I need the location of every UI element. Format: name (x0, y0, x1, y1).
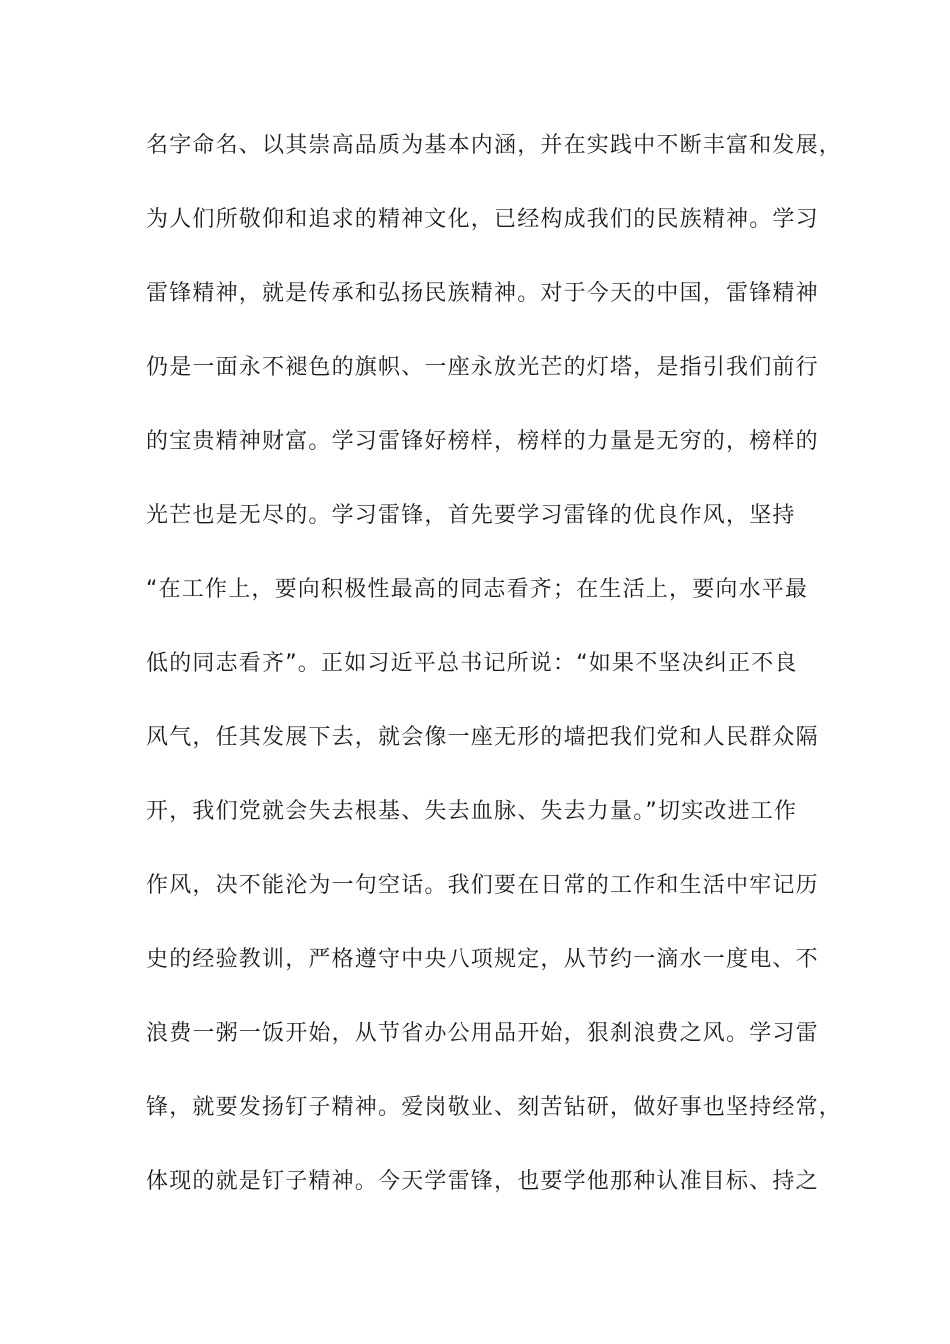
text-line: 史的经验教训，严格遵守中央八项规定，从节约一滴水一度电、不 (146, 947, 819, 972)
text-line: 风气，任其发展下去，就会像一座无形的墙把我们党和人民群众隔 (146, 725, 819, 750)
text-line: “在工作上，要向积极性最高的同志看齐；在生活上，要向水平最 (146, 577, 809, 602)
text-line: 作风，决不能沦为一句空话。我们要在日常的工作和生活中牢记历 (146, 873, 819, 898)
text-line: 锋，就要发扬钉子精神。爱岗敬业、刻苦钻研，做好事也坚持经常， (146, 1095, 843, 1120)
text-line: 体现的就是钉子精神。今天学雷锋，也要学他那种认准目标、持之 (146, 1169, 819, 1194)
text-line: 仍是一面永不褪色的旗帜、一座永放光芒的灯塔，是指引我们前行 (146, 355, 819, 380)
text-line: 浪费一粥一饭开始，从节省办公用品开始，狠刹浪费之风。学习雷 (146, 1021, 819, 1046)
text-line: 名字命名、以其崇高品质为基本内涵，并在实践中不断丰富和发展， (146, 133, 843, 158)
text-line: 的宝贵精神财富。学习雷锋好榜样，榜样的力量是无穷的，榜样的 (146, 429, 819, 454)
text-line: 开，我们党就会失去根基、失去血脉、失去力量。”切实改进工作 (146, 799, 798, 824)
text-line: 为人们所敬仰和追求的精神文化，已经构成我们的民族精神。学习 (146, 207, 819, 232)
text-line: 光芒也是无尽的。学习雷锋，首先要学习雷锋的优良作风，坚持 (146, 503, 796, 528)
body-text (146, 126, 843, 1236)
text-line: 雷锋精神，就是传承和弘扬民族精神。对于今天的中国，雷锋精神 (146, 281, 819, 306)
text-line: 低的同志看齐”。正如习近平总书记所说：“如果不坚决纠正不良 (146, 651, 798, 676)
